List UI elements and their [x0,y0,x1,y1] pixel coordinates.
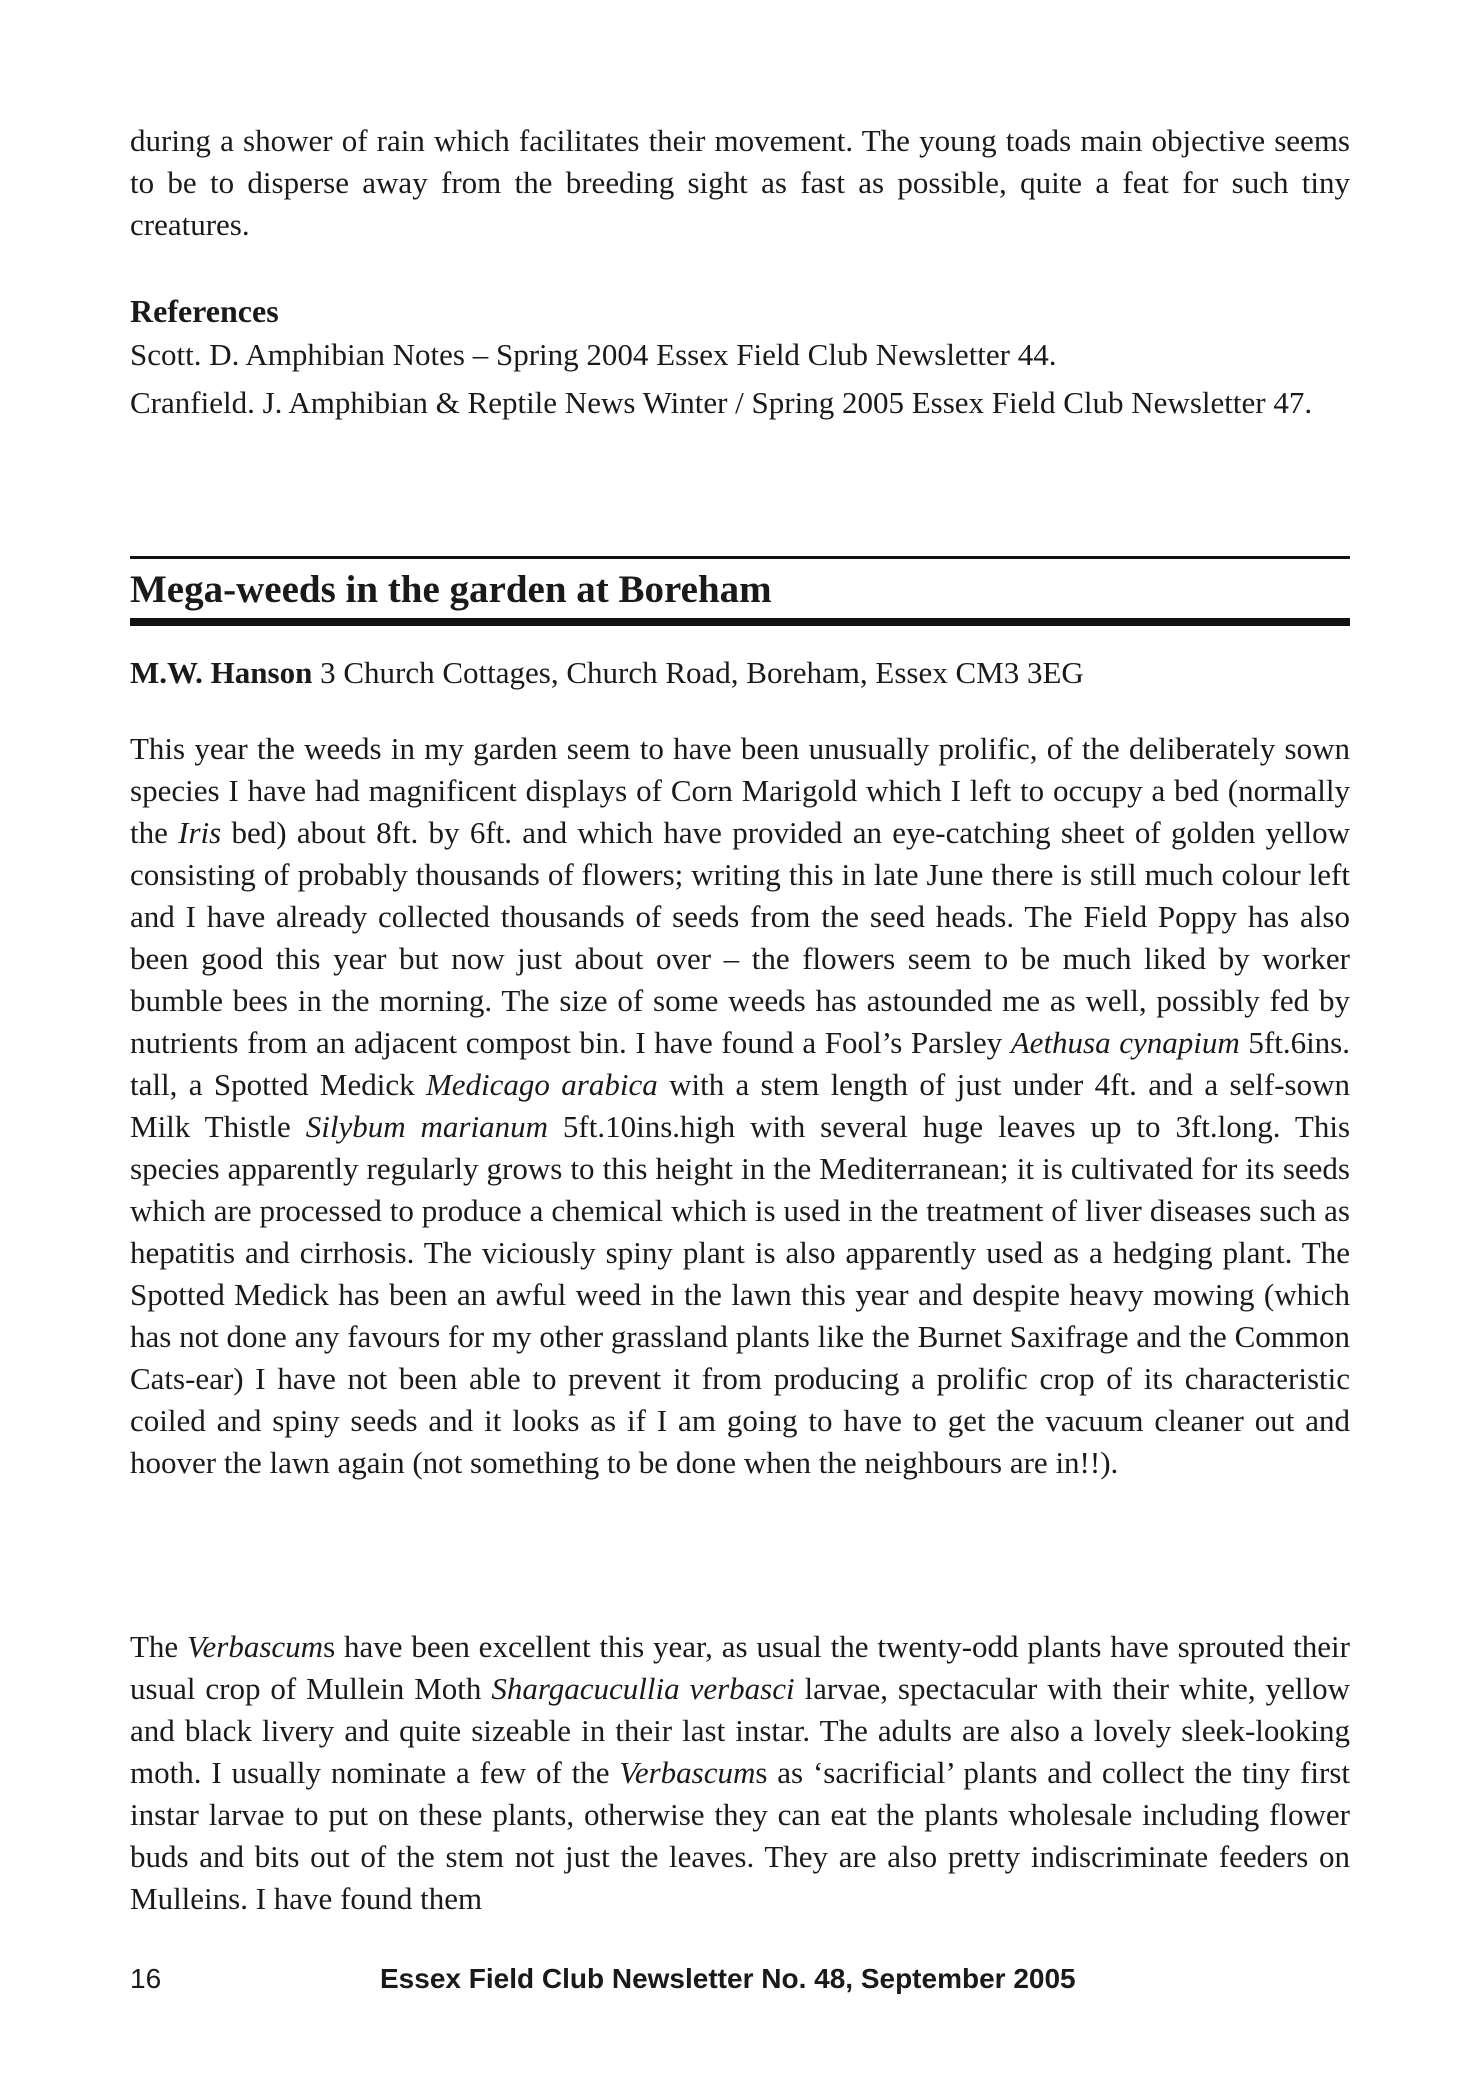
article-title: Mega-weeds in the garden at Boreham [130,568,772,611]
article-paragraph-2 [130,1626,1350,1920]
article-paragraph-1 [130,728,1350,1484]
italic-term: Verbascum [187,1629,324,1664]
author-address: 3 Church Cottages, Church Road, Boreham, Essex CM3 3EG [312,655,1084,690]
text-run: 5ft.10ins.high with several huge leaves up to 3ft.long. This species apparently regularly grows to this height in the Mediterranean; it is cultivated for its seeds which are processed to produce a chemical which is used in the treatment of liver diseases such as hepatitis and cirrhosis. The viciously spiny plant is also apparently used as a hedging plant. The Spotted Medick has been an awful weed in the lawn this year and despite heavy mowing (which has not done any favours for my other grassland plants like the Burnet Saxifrage and the Common Cats-ear) I have not been able to prevent it from producing a prolific crop of its characteristic coiled and spiny seeds and it looks as if I am going to have to get the vacuum cleaner out and hoover the lawn again (not something to be done when the neighbours are in!!). [130,1109,1351,1480]
text-run: bed) about 8ft. by 6ft. and which have provided an eye-catching sheet of golden yellow consisting of probably thousands of flowers; writing this in late June there is still much colour left and I have already collected thousands of seeds from the seed heads. The Field Poppy has also been good this year but now just about over – the flowers seem to be much liked by worker bumble bees in the morning. The size of some weeds has astounded me as well, possibly fed by nutrients from an adjacent compost bin. I have found a Fool’s Parsley [130,815,1350,1060]
author-name: M.W. Hanson [130,655,313,690]
text-run: s have been excellent this year, as usual the twenty-odd plants have sprouted their usual crop of Mullein Moth [130,1629,1350,1706]
italic-term: Silybum marianum [305,1109,548,1144]
author-line [130,652,1350,694]
italic-term: Aethusa cynapium [1010,1025,1240,1060]
title-rule-top [130,556,1350,559]
text-run: 5ft.6ins. tall, a Spotted Medick [130,1025,1350,1102]
text-run: s as ‘sacrificial’ plants and collect the tiny first instar larvae to put on these plants, otherwise they can eat the plants wholesale including flower buds and bits out of the stem not just the leaves. They are also pretty indiscriminate feeders on Mulleins. I have found them [130,1755,1350,1916]
references-heading: References [130,293,279,329]
text-run: larvae, spectacular with their white, yellow and black livery and quite sizeable in their last instar. The adults are also a lovely sleek-looking moth. I usually nominate a few of the [130,1671,1350,1790]
reference-item: Scott. D. Amphibian Notes – Spring 2004 Essex Field Club Newsletter 44. [130,337,1057,372]
italic-term: Iris [178,815,222,850]
italic-term: Verbascum [619,1755,756,1790]
title-rule-bottom [130,618,1350,626]
running-footer-title: Essex Field Club Newsletter No. 48, September 2005 [380,1963,1076,1994]
text-run: The [130,1629,188,1664]
references-list [130,334,1350,430]
text-run: with a stem length of just under 4ft. and a self-sown Milk Thistle [130,1067,1351,1144]
italic-term: Shargacucullia verbasci [491,1671,795,1706]
italic-term: Medicago arabica [425,1067,658,1102]
reference-item: Cranfield. J. Amphibian & Reptile News Winter / Spring 2005 Essex Field Club Newsletter 47. [130,385,1313,420]
text-run: This year the weeds in my garden seem to have been unusually prolific, of the deliberately sown species I have had magnificent displays of Corn Marigold which I left to occupy a bed (normally the [130,731,1350,850]
intro-paragraph: during a shower of rain which facilitates their movement. The young toads main objective seems to be to disperse away from the breeding sight as fast as possible, quite a feat for such tiny creatures. [130,123,1350,242]
page-number: 16 [130,1963,162,1994]
